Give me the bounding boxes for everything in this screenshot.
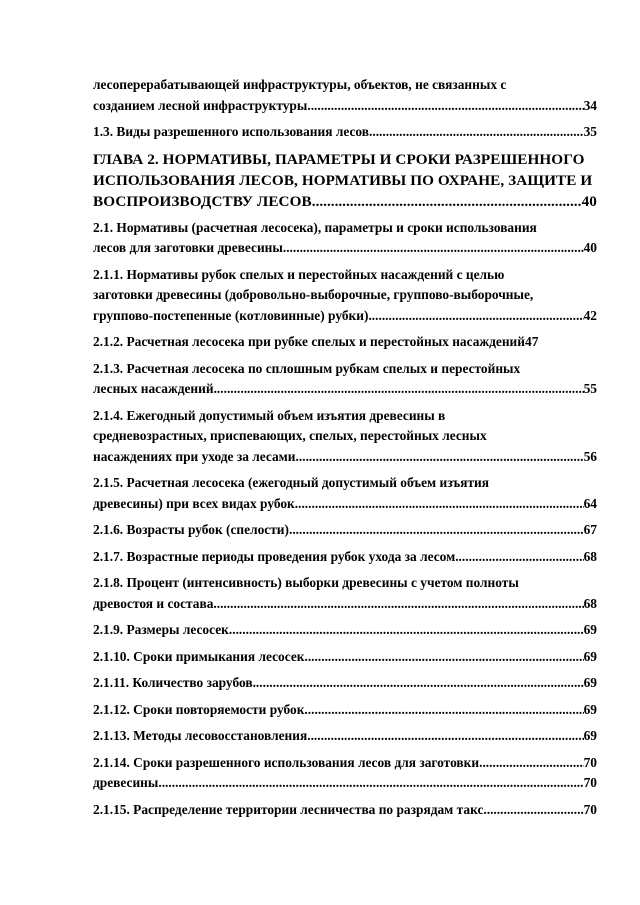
dot-leader: [368, 306, 583, 327]
toc-entry-text-line: ИСПОЛЬЗОВАНИЯ ЛЕСОВ, НОРМАТИВЫ ПО ОХРАНЕ, ЗАЩИТЕ И: [93, 171, 593, 189]
dot-leader: [213, 594, 583, 615]
toc-entry-title: 2.1.14. Сроки разрешенного использования лесов для заготовки: [93, 754, 480, 770]
toc-page-number: 70: [583, 754, 597, 770]
toc-entry[interactable]: [93, 520, 597, 541]
toc-entry[interactable]: [93, 149, 597, 212]
toc-entry-last-line: [93, 122, 597, 143]
toc-page-number: 70: [583, 801, 597, 817]
toc-entry-last-line: [93, 594, 597, 615]
dot-leader: [304, 647, 583, 668]
toc-entry-title: 2.1.15. Распределение территории лесничества по разрядам такс: [93, 801, 484, 817]
dot-leader: [307, 96, 583, 117]
toc-entry-last-line: [93, 379, 597, 400]
toc-page-number: 68: [583, 595, 597, 611]
toc-entry-last-line: [93, 773, 597, 794]
toc-entry[interactable]: [93, 406, 597, 468]
toc-entry[interactable]: [93, 359, 597, 400]
toc-entry[interactable]: [93, 218, 597, 259]
dot-leader: [483, 800, 583, 821]
toc-page-number: 67: [583, 522, 597, 537]
toc-entry-last-line: [93, 520, 597, 541]
toc-page-number: 35: [583, 124, 597, 139]
dot-leader: [229, 620, 584, 641]
toc-entry-last-line: [93, 753, 597, 774]
toc-page-number: 47: [525, 334, 539, 349]
toc-entry-title: 2.1.10. Сроки примыкания лесосек: [93, 648, 305, 664]
toc-page-number: 56: [583, 448, 597, 464]
toc-page-number: 68: [583, 548, 597, 564]
dot-leader: [158, 773, 583, 794]
toc-page-number: 69: [583, 701, 597, 717]
toc-entry-text-line: ГЛАВА 2. НОРМАТИВЫ, ПАРАМЕТРЫ И СРОКИ РАЗРЕШЕННОГО: [93, 150, 585, 168]
dot-leader: [214, 379, 584, 400]
dot-leader: [312, 191, 582, 212]
dot-leader: [304, 700, 583, 721]
toc-entry[interactable]: [93, 800, 597, 821]
toc-entry-last-line: [93, 306, 597, 327]
toc-entry-title: древесины: [93, 775, 159, 790]
dot-leader: [369, 122, 584, 143]
toc-entry-last-line: [93, 800, 597, 821]
toc-entry[interactable]: [93, 620, 597, 641]
toc-entry[interactable]: [93, 573, 597, 614]
toc-entry-title: 2.1.12. Сроки повторяемости рубок: [93, 701, 305, 717]
toc-entry-text-line: 2.1.4. Ежегодный допустимый объем изъятия древесины в: [93, 407, 446, 423]
toc-entry-title: 2.1.9. Размеры лесосек: [93, 622, 229, 637]
toc-entry[interactable]: [93, 473, 597, 514]
toc-entry[interactable]: [93, 75, 597, 116]
toc-entry-text-line: средневозрастных, приспевающих, спелых, перестойных лесных: [93, 428, 487, 443]
toc-entry[interactable]: [93, 332, 597, 353]
toc-entry-title: древесины) при всех видах рубок: [93, 495, 295, 511]
toc-entry-last-line: [93, 620, 597, 641]
toc-entry-last-line: [93, 700, 597, 721]
toc-entry[interactable]: [93, 773, 597, 794]
dot-leader: [295, 494, 584, 515]
toc-entry[interactable]: [93, 265, 597, 327]
dot-leader: [253, 673, 584, 694]
toc-entry-title: 2.1.6. Возрасты рубок (спелости): [93, 522, 289, 537]
toc-entry[interactable]: [93, 700, 597, 721]
toc-page-number: 69: [583, 648, 597, 664]
toc-page-number: 64: [583, 495, 597, 511]
toc-entry-text-line: лесоперерабатывающей инфраструктуры, объектов, не связанных с: [93, 77, 507, 92]
toc-entry-title: древостоя и состава: [93, 595, 214, 611]
toc-entry[interactable]: [93, 547, 597, 568]
toc-entry-text-line: 2.1.8. Процент (интенсивность) выборки древесины с учетом полноты: [93, 575, 519, 590]
dot-leader: [296, 447, 584, 468]
toc-entry-title: 2.1.2. Расчетная лесосека при рубке спелых и перестойных насаждений: [93, 334, 525, 349]
dot-leader: [455, 547, 583, 568]
toc-entry-title: созданием лесной инфраструктуры: [93, 97, 308, 113]
toc-entry-last-line: [93, 547, 597, 568]
toc-entry-title: группово-постепенные (котловинные) рубки): [93, 307, 369, 323]
toc-entry-last-line: [93, 238, 597, 259]
toc-page-number: 69: [583, 728, 597, 743]
toc-entry-text-line: 2.1.3. Расчетная лесосека по сплошным рубкам спелых и перестойных: [93, 360, 521, 376]
toc-entry-last-line: [93, 191, 597, 212]
toc-entry-text-line: 2.1. Нормативы (расчетная лесосека), параметры и сроки использования: [93, 219, 537, 235]
toc-page-number: 34: [583, 97, 597, 113]
toc-page-number: 40: [581, 192, 597, 210]
toc-entry-last-line: [93, 647, 597, 668]
toc-page-number: 70: [583, 775, 597, 790]
toc-entry-title: насаждениях при уходе за лесами: [93, 448, 296, 464]
dot-leader: [283, 238, 584, 259]
toc-entry[interactable]: [93, 122, 597, 143]
toc-entry-last-line: [93, 96, 597, 117]
toc-entry-title: 1.3. Виды разрешенного использования лесов: [93, 124, 369, 139]
toc-entry-title: ВОСПРОИЗВОДСТВУ ЛЕСОВ: [93, 192, 312, 210]
toc-entry[interactable]: [93, 647, 597, 668]
toc-entry-last-line: [93, 726, 597, 747]
toc-entry-title: лесов для заготовки древесины: [93, 240, 283, 255]
toc-entry-title: 2.1.13. Методы лесовосстановления: [93, 728, 308, 743]
toc-page-number: 40: [583, 240, 597, 255]
toc-entry-last-line: [93, 494, 597, 515]
toc-entry[interactable]: [93, 726, 597, 747]
toc-page-number: 42: [583, 307, 597, 323]
toc-entry-title: 2.1.11. Количество зарубов: [93, 675, 253, 690]
toc-entry-title: лесных насаждений: [93, 381, 214, 396]
toc-entry-text-line: 2.1.1. Нормативы рубок спелых и перестойных насаждений с целью: [93, 266, 505, 282]
toc-page-number: 69: [583, 675, 597, 690]
toc-entry-title: 2.1.7. Возрастные периоды проведения рубок ухода за лесом: [93, 548, 456, 564]
dot-leader: [479, 753, 584, 774]
toc-page-number: 55: [583, 381, 597, 396]
toc-page-number: 69: [583, 622, 597, 637]
toc-entry-text-line: заготовки древесины (добровольно-выборочные, группово-выборочные,: [93, 287, 534, 302]
toc-entry-last-line: [93, 447, 597, 468]
table-of-contents: [93, 75, 597, 826]
toc-entry[interactable]: [93, 753, 597, 774]
toc-entry[interactable]: [93, 673, 597, 694]
dot-leader: [289, 520, 584, 541]
toc-entry-last-line: [93, 332, 597, 353]
dot-leader: [307, 726, 583, 747]
toc-entry-last-line: [93, 673, 597, 694]
toc-entry-text-line: 2.1.5. Расчетная лесосека (ежегодный допустимый объем изъятия: [93, 475, 489, 490]
